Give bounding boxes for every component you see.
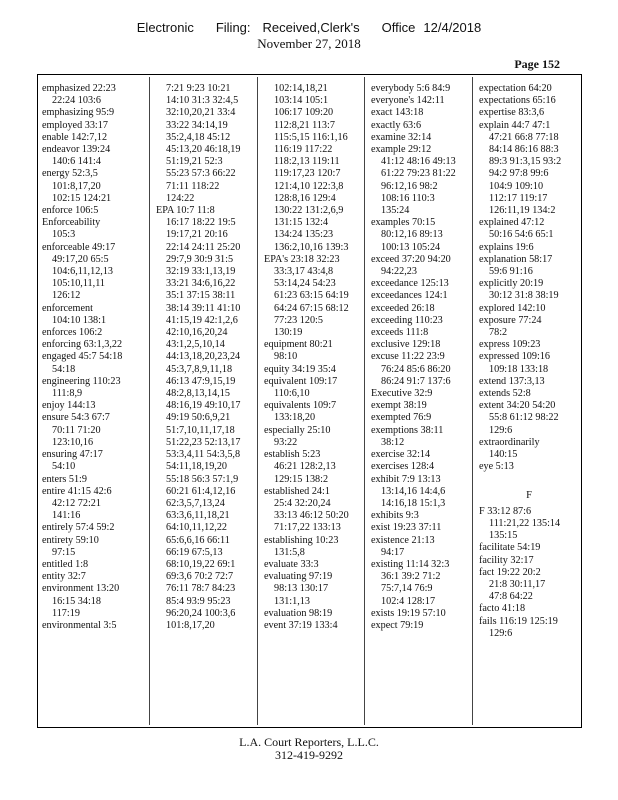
- index-entry: existence 21:13: [371, 534, 435, 546]
- index-entry: exclusive 129:18: [371, 339, 441, 351]
- index-entry-continuation: 106:17 109:20: [274, 107, 334, 119]
- index-entry: environmental 3:5: [42, 619, 117, 631]
- index-entry: explored 142:10: [479, 302, 546, 314]
- index-entry-continuation: 61:22 79:23 81:22: [381, 168, 456, 180]
- index-entry: enters 51:9: [42, 473, 87, 485]
- index-entry-continuation: 54:11,18,19,20: [166, 461, 228, 473]
- index-entry-continuation: 71:11 118:22: [166, 180, 220, 192]
- index-entry-continuation: 84:14 86:16 88:3: [489, 144, 559, 156]
- index-section-letter: F: [526, 489, 532, 501]
- index-entry-continuation: 22:14 24:11 25:20: [166, 241, 241, 253]
- index-entry-continuation: 130:19: [274, 327, 303, 339]
- index-entry-continuation: 131:1,13: [274, 595, 310, 607]
- index-entry-continuation: 111:21,22 135:14: [489, 517, 561, 529]
- index-spacer: [479, 474, 579, 484]
- index-entry: express 109:23: [479, 339, 541, 351]
- stamp-office: Office: [381, 20, 416, 35]
- index-entry-continuation: 35:1 37:15 38:11: [166, 290, 236, 302]
- index-column-5: [479, 83, 579, 640]
- filing-stamp-line: [0, 20, 618, 35]
- footer-phone: 312-419-9292: [275, 748, 343, 762]
- filing-stamp-date-line: November 27, 2018: [257, 36, 361, 51]
- index-entry: endeavor 139:24: [42, 144, 111, 156]
- index-entry-continuation: 96:20,24 100:3,6: [166, 607, 236, 619]
- index-entry: facilitate 54:19: [479, 542, 541, 554]
- index-entry-continuation: 50:16 54:6 65:1: [489, 229, 554, 241]
- index-entry: equivalent 109:17: [264, 375, 338, 387]
- index-entry-continuation: 94:22,23: [381, 266, 417, 278]
- index-entry: examples 70:15: [371, 217, 436, 229]
- index-entry: extends 52:8: [479, 388, 531, 400]
- index-entry-continuation: 130:22 131:2,6,9: [274, 205, 344, 217]
- index-entry: emphasized 22:23: [42, 83, 116, 94]
- index-entry: enable 142:7,12: [42, 131, 108, 143]
- index-entry-continuation: 13:14,16 14:4,6: [381, 485, 446, 497]
- index-entry: exempt 38:19: [371, 400, 427, 412]
- index-entry-continuation: 7:21 9:23 10:21: [166, 83, 231, 94]
- page-footer: [0, 736, 618, 762]
- index-entry-continuation: 140:6 141:4: [52, 156, 101, 168]
- index-entry-continuation: 42:12 72:21: [52, 497, 101, 509]
- index-entry-continuation: 51:19,21 52:3: [166, 156, 223, 168]
- index-column-2: [156, 83, 256, 632]
- index-entry: facto 41:18: [479, 603, 526, 615]
- index-entry: exceeding 110:23: [371, 314, 443, 326]
- index-entry: employed 33:17: [42, 119, 108, 131]
- index-entry-continuation: 60:21 61:4,12,16: [166, 485, 236, 497]
- index-entry: exercise 32:14: [371, 449, 431, 461]
- index-entry-continuation: 38:12: [381, 436, 405, 448]
- index-entry: equipment 80:21: [264, 339, 333, 351]
- index-entry-continuation: 45:13,20 46:18,19: [166, 144, 241, 156]
- index-entry: EPA 10:7 11:8: [156, 205, 215, 217]
- index-entry-continuation: 103:14 105:1: [274, 95, 329, 107]
- index-entry-continuation: 63:3,6,11,18,21: [166, 510, 230, 522]
- index-entry-continuation: 14:10 31:3 32:4,5: [166, 95, 239, 107]
- index-box: [37, 74, 582, 728]
- index-entry-continuation: 59:6 91:16: [489, 266, 533, 278]
- index-entry-continuation: 32:10,20,21 33:4: [166, 107, 236, 119]
- index-entry-continuation: 21:8 30:11,17: [489, 578, 546, 590]
- index-entry-continuation: 93:22: [274, 436, 298, 448]
- index-entry-continuation: 102:15 124:21: [52, 192, 112, 204]
- index-entry: eye 5:13: [479, 461, 514, 473]
- index-entry: environment 13:20: [42, 583, 120, 595]
- column-divider: [257, 77, 258, 725]
- index-entry: exceedances 124:1: [371, 290, 448, 302]
- index-entry: everybody 5:6 84:9: [371, 83, 451, 94]
- index-entry: Enforceability: [42, 217, 101, 229]
- index-entry: entitled 1:8: [42, 558, 89, 570]
- filing-stamp: [0, 20, 618, 52]
- index-entry-continuation: 14:16,18 15:1,3: [381, 497, 446, 509]
- index-entry-continuation: 69:3,6 70:2 72:7: [166, 571, 234, 583]
- index-entry: explains 19:6: [479, 241, 534, 253]
- index-entry: exhibits 9:3: [371, 510, 419, 522]
- index-entry-continuation: 129:15 138:2: [274, 473, 329, 485]
- index-entry: equivalents 109:7: [264, 400, 337, 412]
- index-entry: explain 44:7 47:1: [479, 119, 551, 131]
- index-entry-continuation: 29:7,9 30:9 31:5: [166, 253, 234, 265]
- index-entry-continuation: 104:10 138:1: [52, 314, 107, 326]
- index-entry-continuation: 41:15,19 42:1,2,6: [166, 314, 238, 326]
- index-entry-continuation: 76:11 78:7 84:23: [166, 583, 236, 595]
- index-entry: exhibit 7:9 13:13: [371, 473, 441, 485]
- index-entry: entire 41:15 42:6: [42, 485, 112, 497]
- index-entry-continuation: 131:15 132:4: [274, 217, 329, 229]
- stamp-received: Received,Clerk's: [262, 20, 360, 35]
- index-entry-continuation: 96:12,16 98:2: [381, 180, 438, 192]
- index-entry: EPA's 23:18 32:23: [264, 253, 340, 265]
- index-entry-continuation: 133:18,20: [274, 412, 316, 424]
- index-entry: example 29:12: [371, 144, 432, 156]
- index-entry-continuation: 136:2,10,16 139:3: [274, 241, 349, 253]
- index-entry: evaluation 98:19: [264, 607, 333, 619]
- index-entry: energy 52:3,5: [42, 168, 98, 180]
- index-entry-continuation: 47:21 66:8 77:18: [489, 131, 559, 143]
- index-entry: exceed 37:20 94:20: [371, 253, 451, 265]
- index-entry-continuation: 105:3: [52, 229, 76, 241]
- stamp-date: 12/4/2018: [423, 20, 482, 35]
- index-entry: entirely 57:4 59:2: [42, 522, 115, 534]
- index-entry: expressed 109:16: [479, 351, 551, 363]
- index-entry: explained 47:12: [479, 217, 545, 229]
- index-entry-continuation: 46:13 47:9,15,19: [166, 375, 236, 387]
- index-entry: exceedance 125:13: [371, 278, 449, 290]
- index-entry-continuation: 112:17 119:17: [489, 192, 548, 204]
- index-entry-continuation: 33:13 46:12 50:20: [274, 510, 349, 522]
- index-entry-continuation: 32:19 33:1,13,19: [166, 266, 236, 278]
- index-entry-continuation: 48:2,8,13,14,15: [166, 388, 230, 400]
- index-entry: everyone's 142:11: [371, 95, 445, 107]
- index-entry-continuation: 61:23 63:15 64:19: [274, 290, 349, 302]
- index-entry: facility 32:17: [479, 554, 534, 566]
- index-entry: enforcing 63:1,3,22: [42, 339, 123, 351]
- index-entry: exceeds 111:8: [371, 327, 429, 339]
- index-entry-continuation: 35:2,4,18 45:12: [166, 131, 231, 143]
- index-entry: entity 32:7: [42, 571, 86, 583]
- index-entry-continuation: 33:22 34:14,19: [166, 119, 228, 131]
- index-entry: engineering 110:23: [42, 375, 121, 387]
- index-entry-continuation: 42:10,16,20,24: [166, 327, 228, 339]
- index-entry-continuation: 109:18 133:18: [489, 363, 549, 375]
- index-entry-continuation: 49:19 50:6,9,21: [166, 412, 231, 424]
- index-entry-continuation: 85:4 93:9 95:23: [166, 595, 231, 607]
- index-entry-continuation: 48:16,19 49:10,17: [166, 400, 241, 412]
- index-entry-continuation: 71:17,22 133:13: [274, 522, 341, 534]
- index-entry: enforceable 49:17: [42, 241, 116, 253]
- index-entry-continuation: 104:9 109:10: [489, 180, 544, 192]
- index-entry-continuation: 117:19: [52, 607, 80, 619]
- index-entry-continuation: 100:13 105:24: [381, 241, 441, 253]
- index-entry-continuation: 38:14 39:11 41:10: [166, 302, 241, 314]
- index-entry-continuation: 54:10: [52, 461, 76, 473]
- index-entry-continuation: 97:15: [52, 546, 76, 558]
- index-entry-continuation: 75:7,14 76:9: [381, 583, 433, 595]
- index-entry: exemptions 38:11: [371, 424, 444, 436]
- index-entry: extend 137:3,13: [479, 375, 545, 387]
- index-entry: established 24:1: [264, 485, 330, 497]
- index-entry-continuation: 115:5,15 116:1,16: [274, 131, 348, 143]
- index-entry-continuation: 121:4,10 122:3,8: [274, 180, 344, 192]
- index-entry-continuation: 123:10,16: [52, 436, 94, 448]
- index-entry-continuation: 55:8 61:12 98:22: [489, 412, 559, 424]
- index-entry-continuation: 134:24 135:23: [274, 229, 334, 241]
- index-entry: explanation 58:17: [479, 253, 553, 265]
- index-entry: exactly 63:6: [371, 119, 422, 131]
- index-entry-continuation: 25:4 32:20,24: [274, 497, 331, 509]
- index-entry-continuation: 30:12 31:8 38:19: [489, 290, 559, 302]
- index-entry-continuation: 51:7,10,11,17,18: [166, 424, 235, 436]
- index-entry-continuation: 124:22: [166, 192, 195, 204]
- index-entry-continuation: 101:8,17,20: [166, 619, 215, 631]
- index-entry-continuation: 19:17,21 20:16: [166, 229, 228, 241]
- index-entry-continuation: 110:6,10: [274, 388, 310, 400]
- index-entry-continuation: 98:10: [274, 351, 298, 363]
- index-entry-continuation: 65:6,6,16 66:11: [166, 534, 230, 546]
- index-entry-continuation: 131:5,8: [274, 546, 305, 558]
- index-entry-continuation: 64:24 67:15 68:12: [274, 302, 349, 314]
- index-entry: ensure 54:3 67:7: [42, 412, 110, 424]
- index-entry-continuation: 105:10,11,11: [52, 278, 106, 290]
- index-entry-continuation: 94:17: [381, 546, 405, 558]
- stamp-filing: Filing:: [215, 20, 251, 35]
- index-entry: examine 32:14: [371, 131, 432, 143]
- index-entry-continuation: 78:2: [489, 327, 508, 339]
- index-entry-continuation: 135:24: [381, 205, 410, 217]
- index-entry-continuation: 102:4 128:17: [381, 595, 436, 607]
- index-entry: exercises 128:4: [371, 461, 435, 473]
- index-entry-continuation: 33:3,17 43:4,8: [274, 266, 334, 278]
- stamp-electronic: Electronic: [136, 20, 194, 35]
- index-entry-continuation: 80:12,16 89:13: [381, 229, 443, 241]
- index-entry: fails 116:19 125:19: [479, 615, 558, 627]
- index-entry: expertise 83:3,6: [479, 107, 545, 119]
- index-entry-continuation: 98:13 130:17: [274, 583, 329, 595]
- index-entry-continuation: 16:15 34:18: [52, 595, 101, 607]
- index-entry: expectations 65:16: [479, 95, 556, 107]
- index-entry-continuation: 126:11,19 134:2: [489, 205, 556, 217]
- index-entry-continuation: 76:24 85:6 86:20: [381, 363, 451, 375]
- index-entry: excuse 11:22 23:9: [371, 351, 445, 363]
- index-entry: enforces 106:2: [42, 327, 103, 339]
- index-entry-continuation: 64:10,11,12,22: [166, 522, 228, 534]
- index-entry: explicitly 20:19: [479, 278, 544, 290]
- index-entry-continuation: 16:17 18:22 19:5: [166, 217, 236, 229]
- index-entry-continuation: 112:8,21 113:7: [274, 119, 335, 131]
- index-entry: emphasizing 95:9: [42, 107, 115, 119]
- index-entry: entirety 59:10: [42, 534, 99, 546]
- index-entry: especially 25:10: [264, 424, 331, 436]
- index-entry-continuation: 33:21 34:6,16,22: [166, 278, 236, 290]
- index-entry-continuation: 129:6: [489, 424, 513, 436]
- index-entry-continuation: 135:15: [489, 530, 518, 542]
- index-entry: establishing 10:23: [264, 534, 339, 546]
- index-entry-continuation: 118:2,13 119:11: [274, 156, 340, 168]
- index-entry-continuation: 36:1 39:2 71:2: [381, 571, 441, 583]
- index-column-1: [42, 83, 142, 632]
- index-entry-continuation: 70:11 71:20: [52, 424, 101, 436]
- index-entry: existing 11:14 32:3: [371, 558, 450, 570]
- index-entry-continuation: 46:21 128:2,13: [274, 461, 336, 473]
- index-entry-continuation: 108:16 110:3: [381, 192, 435, 204]
- index-entry: F 33:12 87:6: [479, 505, 532, 517]
- index-entry-continuation: 62:3,5,7,13,24: [166, 497, 225, 509]
- index-entry-continuation: 116:19 117:22: [274, 144, 333, 156]
- index-entry: ensuring 47:17: [42, 449, 103, 461]
- index-entry: evaluating 97:19: [264, 571, 333, 583]
- index-entry-continuation: 119:17,23 120:7: [274, 168, 341, 180]
- index-entry-continuation: 111:8,9: [52, 388, 83, 400]
- index-entry: enjoy 144:13: [42, 400, 96, 412]
- index-entry-continuation: 47:8 64:22: [489, 591, 533, 603]
- page-number: Page 152: [514, 57, 560, 71]
- index-entry-continuation: 129:6: [489, 627, 513, 639]
- index-entry-continuation: 126:12: [52, 290, 81, 302]
- index-entry-continuation: 41:12 48:16 49:13: [381, 156, 456, 168]
- column-divider: [472, 77, 473, 725]
- index-entry-continuation: 89:3 91:3,15 93:2: [489, 156, 562, 168]
- index-entry-continuation: 128:8,16 129:4: [274, 192, 336, 204]
- index-entry-continuation: 49:17,20 65:5: [52, 253, 109, 265]
- index-entry-continuation: 55:23 57:3 66:22: [166, 168, 236, 180]
- index-entry-continuation: 45:3,7,8,9,11,18: [166, 363, 233, 375]
- index-entry: exempted 76:9: [371, 412, 432, 424]
- index-entry-continuation: 53:14,24 54:23: [274, 278, 336, 290]
- index-entry-continuation: 104:6,11,12,13: [52, 266, 114, 278]
- index-entry: enforcement: [42, 302, 93, 314]
- index-entry: exact 143:18: [371, 107, 424, 119]
- index-entry-continuation: 77:23 120:5: [274, 314, 323, 326]
- index-entry: evaluate 33:3: [264, 558, 319, 570]
- index-entry-continuation: 68:10,19,22 69:1: [166, 558, 236, 570]
- index-entry: engaged 45:7 54:18: [42, 351, 123, 363]
- index-entry-continuation: 140:15: [489, 449, 518, 461]
- column-divider: [364, 77, 365, 725]
- index-entry-continuation: 94:2 97:8 99:6: [489, 168, 549, 180]
- index-entry-continuation: 101:8,17,20: [52, 180, 101, 192]
- index-entry-continuation: 102:14,18,21: [274, 83, 328, 94]
- index-entry-continuation: 54:18: [52, 363, 76, 375]
- index-entry-continuation: 53:3,4,11 54:3,5,8: [166, 449, 241, 461]
- index-entry-continuation: 55:18 56:3 57:1,9: [166, 473, 239, 485]
- index-entry: expectation 64:20: [479, 83, 552, 94]
- index-entry: Executive 32:9: [371, 388, 433, 400]
- index-entry: enforce 106:5: [42, 205, 99, 217]
- index-entry: extent 34:20 54:20: [479, 400, 556, 412]
- index-column-4: [371, 83, 471, 632]
- index-entry-continuation: 22:24 103:6: [52, 95, 101, 107]
- index-entry: expect 79:19: [371, 619, 424, 631]
- index-entry: establish 5:23: [264, 449, 321, 461]
- index-entry-continuation: 66:19 67:5,13: [166, 546, 223, 558]
- index-entry: exposure 77:24: [479, 314, 542, 326]
- footer-company: L.A. Court Reporters, L.L.C.: [239, 735, 379, 749]
- index-entry-continuation: 141:16: [52, 510, 81, 522]
- index-entry: equity 34:19 35:4: [264, 363, 336, 375]
- index-entry: fact 19:22 20:2: [479, 566, 541, 578]
- index-entry-continuation: 86:24 91:7 137:6: [381, 375, 451, 387]
- column-divider: [149, 77, 150, 725]
- index-entry: exceeded 26:18: [371, 302, 435, 314]
- index-entry-continuation: 44:13,18,20,23,24: [166, 351, 241, 363]
- index-entry: exists 19:19 57:10: [371, 607, 446, 619]
- index-entry-continuation: 43:1,2,5,10,14: [166, 339, 225, 351]
- index-entry-continuation: 51:22,23 52:13,17: [166, 436, 241, 448]
- index-entry: extraordinarily: [479, 436, 540, 448]
- index-column-3: [264, 83, 364, 632]
- index-entry: event 37:19 133:4: [264, 619, 338, 631]
- index-entry: exist 19:23 37:11: [371, 522, 442, 534]
